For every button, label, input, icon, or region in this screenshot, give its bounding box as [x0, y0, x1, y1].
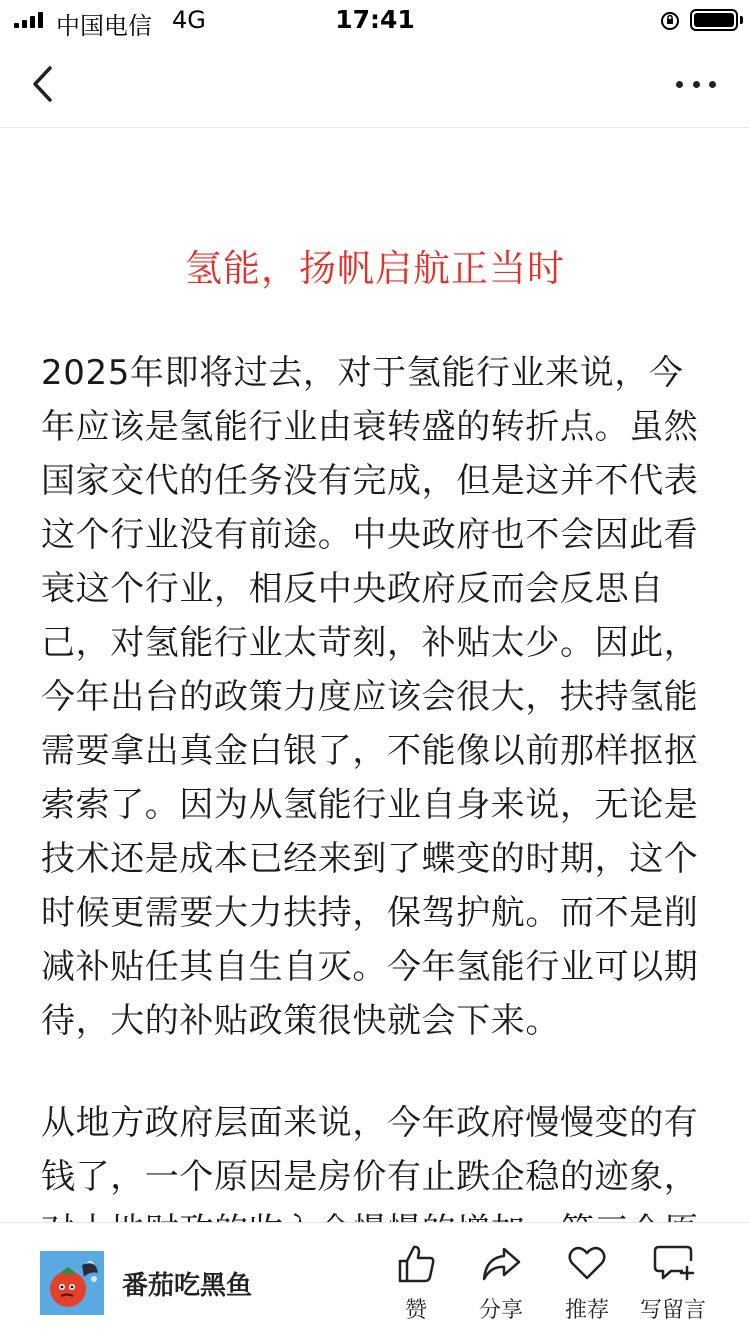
author-name[interactable]: 番茄吃黑鱼: [122, 1271, 253, 1301]
network-type: 4G: [172, 6, 206, 34]
more-dot-icon: [709, 81, 716, 88]
article-paragraph: 从地方政府层面来说，今年政府慢慢变的有钱了，一个原因是房价有止跌企稳的迹象，: [41, 1103, 699, 1197]
carrier-name: 中国电信: [56, 12, 152, 40]
chevron-left-icon: [22, 62, 66, 106]
share-label: 分享: [478, 1298, 523, 1323]
back-button[interactable]: [22, 62, 66, 106]
recommend-label: 推荐: [564, 1298, 609, 1323]
more-options-button[interactable]: [676, 72, 716, 96]
battery-icon: [690, 9, 738, 31]
share-arrow-icon: [479, 1241, 523, 1285]
article-paragraph: 2025年即将过去，对于氢能行业来说，今年应该是氢能行业由衰转盛的转折点。虽然国家交代的任务没有完成，但是这并不代表这个行业没有前途。中央政府也不会因此看衰这个行业，相反中央政府反而会反思自己，对氢能行业太苛刻，补贴太少。因此，今年出台的政策力度应该会很大，扶持氢能需要拿出真金白银了，不能像以前那样抠抠索索了。因为从氢能行业自身来说，无论是技术还是成本已经来到了蝶变的时期，这个时候更需要大力扶持，保驾护航。而不是削减补贴任其自生自灭。今年氢能行业可以期待，大的补贴政策很快就会下来。: [41, 353, 699, 1041]
article-content[interactable]: [0, 128, 750, 1222]
rotation-lock-icon: [660, 11, 680, 31]
tomato-avatar-icon: [40, 1251, 104, 1315]
comment-button[interactable]: [633, 1241, 713, 1324]
status-time: 17:41: [335, 5, 415, 34]
author-avatar[interactable]: [40, 1251, 104, 1315]
write-comment-icon: [651, 1241, 695, 1285]
more-dot-icon: [676, 81, 683, 88]
bottom-action-bar: [0, 1222, 750, 1334]
like-button[interactable]: [376, 1241, 456, 1324]
status-bar: [0, 0, 750, 40]
heart-icon: [565, 1241, 609, 1285]
like-label: 赞: [404, 1298, 427, 1323]
thumbs-up-icon: [394, 1241, 438, 1285]
share-button[interactable]: [461, 1241, 541, 1324]
article-title: 氢能，扬帆启航正当时: [185, 247, 565, 290]
more-dot-icon: [693, 81, 700, 88]
recommend-button[interactable]: [547, 1241, 627, 1324]
comment-label: 写留言: [639, 1298, 706, 1323]
battery-cap: [740, 16, 743, 24]
nav-bar: [0, 40, 750, 128]
